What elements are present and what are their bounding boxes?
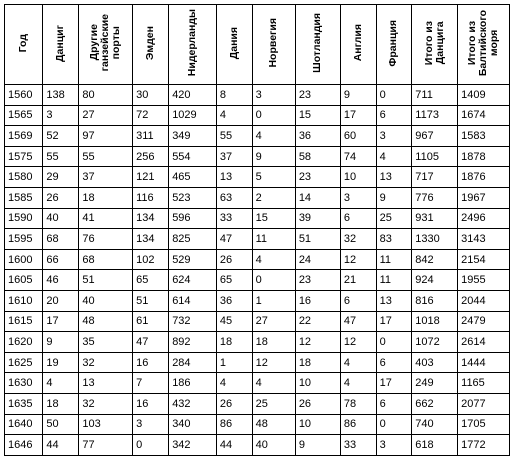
table-cell: 17 <box>340 105 376 126</box>
table-cell: 14 <box>295 187 340 208</box>
table-cell: 51 <box>79 270 133 291</box>
table-cell: 4 <box>252 126 295 147</box>
table-cell: 68 <box>79 249 133 270</box>
table-cell: 4 <box>216 105 252 126</box>
table-cell: 249 <box>412 373 458 394</box>
column-header <box>79 5 133 85</box>
table-cell: 0 <box>133 435 169 456</box>
table-cell: 86 <box>340 414 376 435</box>
table-cell: 102 <box>133 249 169 270</box>
table-cell: 13 <box>79 373 133 394</box>
table-cell: 16 <box>133 352 169 373</box>
table-cell: 39 <box>295 208 340 229</box>
table-cell: 0 <box>376 85 412 106</box>
table-cell: 465 <box>169 167 217 188</box>
table-cell: 3 <box>340 187 376 208</box>
table-cell: 596 <box>169 208 217 229</box>
table-cell: 47 <box>133 332 169 353</box>
table-cell: 23 <box>295 85 340 106</box>
table-cell: 2154 <box>458 249 510 270</box>
table-cell: 86 <box>216 414 252 435</box>
year-cell: 1605 <box>5 270 43 291</box>
table-cell: 12 <box>252 352 295 373</box>
table-cell: 30 <box>133 85 169 106</box>
table-cell: 18 <box>216 332 252 353</box>
table-cell: 618 <box>412 435 458 456</box>
table-cell: 1 <box>252 290 295 311</box>
table-cell: 25 <box>252 393 295 414</box>
table-cell: 16 <box>133 393 169 414</box>
table-cell: 1583 <box>458 126 510 147</box>
table-cell: 4 <box>216 373 252 394</box>
column-header-label: Год <box>17 33 30 53</box>
table-cell: 10 <box>295 414 340 435</box>
year-cell: 1565 <box>5 105 43 126</box>
table-cell: 36 <box>216 290 252 311</box>
table-cell: 1173 <box>412 105 458 126</box>
table-cell: 40 <box>252 435 295 456</box>
table-cell: 1876 <box>458 167 510 188</box>
table-cell: 5 <box>252 167 295 188</box>
table-cell: 4 <box>340 352 376 373</box>
table-cell: 6 <box>340 208 376 229</box>
table-cell: 342 <box>169 435 217 456</box>
table-cell: 26 <box>295 393 340 414</box>
table-cell: 2044 <box>458 290 510 311</box>
table-cell: 22 <box>295 311 340 332</box>
table-cell: 529 <box>169 249 217 270</box>
table-cell: 2479 <box>458 311 510 332</box>
year-cell: 1610 <box>5 290 43 311</box>
table-cell: 186 <box>169 373 217 394</box>
table-cell: 1878 <box>458 146 510 167</box>
table-cell: 26 <box>216 249 252 270</box>
table-cell: 74 <box>340 146 376 167</box>
table-cell: 23 <box>295 270 340 291</box>
table-cell: 121 <box>133 167 169 188</box>
shipments-table <box>4 4 510 456</box>
table-cell: 9 <box>340 85 376 106</box>
table-cell: 432 <box>169 393 217 414</box>
table-cell: 6 <box>376 393 412 414</box>
column-header <box>43 5 79 85</box>
table-cell: 3 <box>252 85 295 106</box>
table-cell: 37 <box>216 146 252 167</box>
year-cell: 1615 <box>5 311 43 332</box>
table-cell: 9 <box>295 435 340 456</box>
table-cell: 18 <box>252 332 295 353</box>
header-row <box>5 5 510 85</box>
table-cell: 311 <box>133 126 169 147</box>
table-row <box>5 270 510 291</box>
table-row <box>5 167 510 188</box>
table-cell: 614 <box>169 290 217 311</box>
table-cell: 3 <box>376 435 412 456</box>
table-cell: 12 <box>295 332 340 353</box>
table-row <box>5 435 510 456</box>
table-cell: 10 <box>340 167 376 188</box>
column-header <box>133 5 169 85</box>
table-row <box>5 229 510 250</box>
table-cell: 21 <box>340 270 376 291</box>
table-cell: 816 <box>412 290 458 311</box>
table-cell: 63 <box>216 187 252 208</box>
year-cell: 1635 <box>5 393 43 414</box>
table-cell: 80 <box>79 85 133 106</box>
table-cell: 892 <box>169 332 217 353</box>
table-cell: 29 <box>43 167 79 188</box>
column-header-label: Данциг <box>54 24 67 62</box>
table-cell: 4 <box>252 373 295 394</box>
table-cell: 1674 <box>458 105 510 126</box>
table-cell: 32 <box>79 393 133 414</box>
table-cell: 25 <box>376 208 412 229</box>
year-cell: 1585 <box>5 187 43 208</box>
column-header <box>5 5 43 85</box>
table-cell: 32 <box>340 229 376 250</box>
table-row <box>5 332 510 353</box>
year-cell: 1560 <box>5 85 43 106</box>
table-cell: 78 <box>340 393 376 414</box>
table-row <box>5 373 510 394</box>
table-cell: 47 <box>340 311 376 332</box>
table-row <box>5 208 510 229</box>
table-cell: 6 <box>340 290 376 311</box>
table-cell: 4 <box>376 146 412 167</box>
table-cell: 1967 <box>458 187 510 208</box>
table-cell: 0 <box>252 105 295 126</box>
table-cell: 740 <box>412 414 458 435</box>
table-row <box>5 290 510 311</box>
table-cell: 20 <box>43 290 79 311</box>
table-cell: 10 <box>295 373 340 394</box>
table-cell: 3143 <box>458 229 510 250</box>
table-cell: 9 <box>376 187 412 208</box>
table-cell: 55 <box>43 146 79 167</box>
table-cell: 40 <box>79 290 133 311</box>
table-cell: 44 <box>216 435 252 456</box>
table-cell: 1 <box>216 352 252 373</box>
table-cell: 624 <box>169 270 217 291</box>
table-cell: 97 <box>79 126 133 147</box>
table-cell: 13 <box>216 167 252 188</box>
table-cell: 1165 <box>458 373 510 394</box>
year-cell: 1646 <box>5 435 43 456</box>
column-header-label: Нидерланды <box>186 9 199 77</box>
table-cell: 711 <box>412 85 458 106</box>
year-cell: 1640 <box>5 414 43 435</box>
table-cell: 1029 <box>169 105 217 126</box>
table-cell: 76 <box>79 229 133 250</box>
table-cell: 1105 <box>412 146 458 167</box>
table-cell: 24 <box>295 249 340 270</box>
table-cell: 27 <box>79 105 133 126</box>
column-header-label: Франция <box>387 19 400 67</box>
table-cell: 15 <box>252 208 295 229</box>
table-cell: 51 <box>295 229 340 250</box>
table-cell: 60 <box>340 126 376 147</box>
table-cell: 6 <box>376 105 412 126</box>
table-cell: 11 <box>252 229 295 250</box>
table-row <box>5 105 510 126</box>
table-cell: 2077 <box>458 393 510 414</box>
table-cell: 2 <box>252 187 295 208</box>
table-cell: 3 <box>133 414 169 435</box>
table-cell: 349 <box>169 126 217 147</box>
table-cell: 1705 <box>458 414 510 435</box>
table-row <box>5 352 510 373</box>
year-cell: 1580 <box>5 167 43 188</box>
table-cell: 19 <box>43 352 79 373</box>
table-cell: 23 <box>295 167 340 188</box>
table-cell: 26 <box>216 393 252 414</box>
table-cell: 523 <box>169 187 217 208</box>
table-cell: 52 <box>43 126 79 147</box>
table-cell: 33 <box>216 208 252 229</box>
table-cell: 18 <box>79 187 133 208</box>
table-cell: 18 <box>295 352 340 373</box>
table-cell: 1955 <box>458 270 510 291</box>
table-cell: 138 <box>43 85 79 106</box>
table-cell: 717 <box>412 167 458 188</box>
table-row <box>5 126 510 147</box>
column-header-label: Другие ганзейские порты <box>88 14 123 72</box>
table-cell: 83 <box>376 229 412 250</box>
year-cell: 1620 <box>5 332 43 353</box>
table-cell: 48 <box>252 414 295 435</box>
table-cell: 931 <box>412 208 458 229</box>
column-header-label: Англия <box>351 24 364 62</box>
table-cell: 256 <box>133 146 169 167</box>
table-cell: 0 <box>376 414 412 435</box>
column-header <box>340 5 376 85</box>
table-cell: 0 <box>252 270 295 291</box>
table-cell: 8 <box>216 85 252 106</box>
table-cell: 13 <box>376 290 412 311</box>
table-cell: 48 <box>79 311 133 332</box>
table-cell: 17 <box>43 311 79 332</box>
table-row <box>5 249 510 270</box>
table-cell: 17 <box>376 311 412 332</box>
table-cell: 420 <box>169 85 217 106</box>
table-cell: 134 <box>133 208 169 229</box>
table-cell: 403 <box>412 352 458 373</box>
table-cell: 32 <box>79 352 133 373</box>
column-header-label: Эмден <box>144 25 157 61</box>
table-cell: 45 <box>216 311 252 332</box>
table-cell: 3 <box>376 126 412 147</box>
table-cell: 134 <box>133 229 169 250</box>
table-cell: 2614 <box>458 332 510 353</box>
column-header-label: Дания <box>227 26 240 60</box>
table-body <box>5 85 510 456</box>
year-cell: 1630 <box>5 373 43 394</box>
table-cell: 47 <box>216 229 252 250</box>
table-cell: 55 <box>216 126 252 147</box>
table-cell: 9 <box>43 332 79 353</box>
column-header <box>458 5 510 85</box>
table-cell: 11 <box>376 270 412 291</box>
column-header <box>216 5 252 85</box>
table-row <box>5 146 510 167</box>
table-cell: 55 <box>79 146 133 167</box>
table-cell: 116 <box>133 187 169 208</box>
year-cell: 1595 <box>5 229 43 250</box>
table-cell: 1409 <box>458 85 510 106</box>
table-cell: 50 <box>43 414 79 435</box>
table-cell: 662 <box>412 393 458 414</box>
table-cell: 61 <box>133 311 169 332</box>
table-cell: 15 <box>295 105 340 126</box>
year-cell: 1575 <box>5 146 43 167</box>
year-cell: 1600 <box>5 249 43 270</box>
table-cell: 65 <box>133 270 169 291</box>
table-cell: 51 <box>133 290 169 311</box>
table-cell: 732 <box>169 311 217 332</box>
year-cell: 1625 <box>5 352 43 373</box>
table-cell: 27 <box>252 311 295 332</box>
table-cell: 44 <box>43 435 79 456</box>
table-cell: 16 <box>295 290 340 311</box>
column-header <box>169 5 217 85</box>
table-cell: 18 <box>43 393 79 414</box>
column-header-label: Итого из Данцига <box>422 20 446 66</box>
table-cell: 9 <box>252 146 295 167</box>
table-cell: 12 <box>340 332 376 353</box>
table-row <box>5 414 510 435</box>
table-cell: 12 <box>340 249 376 270</box>
table-cell: 554 <box>169 146 217 167</box>
table-cell: 776 <box>412 187 458 208</box>
table-row <box>5 187 510 208</box>
table-cell: 825 <box>169 229 217 250</box>
table-cell: 2496 <box>458 208 510 229</box>
year-cell: 1569 <box>5 126 43 147</box>
table-row <box>5 85 510 106</box>
table-cell: 1330 <box>412 229 458 250</box>
table-cell: 340 <box>169 414 217 435</box>
table-cell: 26 <box>43 187 79 208</box>
table-cell: 13 <box>376 167 412 188</box>
table-cell: 6 <box>376 352 412 373</box>
column-header <box>252 5 295 85</box>
table-cell: 3 <box>43 105 79 126</box>
column-header <box>412 5 458 85</box>
table-cell: 4 <box>43 373 79 394</box>
table-cell: 0 <box>376 332 412 353</box>
table-row <box>5 393 510 414</box>
column-header-label: Норвегия <box>267 18 280 68</box>
table-cell: 4 <box>252 249 295 270</box>
table-cell: 68 <box>43 229 79 250</box>
table-cell: 967 <box>412 126 458 147</box>
column-header <box>376 5 412 85</box>
table-cell: 11 <box>376 249 412 270</box>
table-cell: 7 <box>133 373 169 394</box>
table-row <box>5 311 510 332</box>
column-header-label: Итого из Балтийского моря <box>466 9 501 77</box>
table-cell: 46 <box>43 270 79 291</box>
column-header-label: Шотландия <box>311 13 324 73</box>
table-cell: 33 <box>340 435 376 456</box>
table-cell: 1444 <box>458 352 510 373</box>
table-cell: 41 <box>79 208 133 229</box>
table-cell: 35 <box>79 332 133 353</box>
table-cell: 284 <box>169 352 217 373</box>
table-cell: 37 <box>79 167 133 188</box>
table-cell: 65 <box>216 270 252 291</box>
table-cell: 58 <box>295 146 340 167</box>
table-cell: 1772 <box>458 435 510 456</box>
table-cell: 1072 <box>412 332 458 353</box>
shipments-table-container <box>4 4 510 456</box>
table-cell: 40 <box>43 208 79 229</box>
table-cell: 66 <box>43 249 79 270</box>
table-cell: 77 <box>79 435 133 456</box>
column-header <box>295 5 340 85</box>
table-cell: 17 <box>376 373 412 394</box>
year-cell: 1590 <box>5 208 43 229</box>
table-cell: 72 <box>133 105 169 126</box>
table-cell: 4 <box>340 373 376 394</box>
table-cell: 103 <box>79 414 133 435</box>
table-cell: 924 <box>412 270 458 291</box>
table-cell: 36 <box>295 126 340 147</box>
table-cell: 842 <box>412 249 458 270</box>
table-cell: 1018 <box>412 311 458 332</box>
